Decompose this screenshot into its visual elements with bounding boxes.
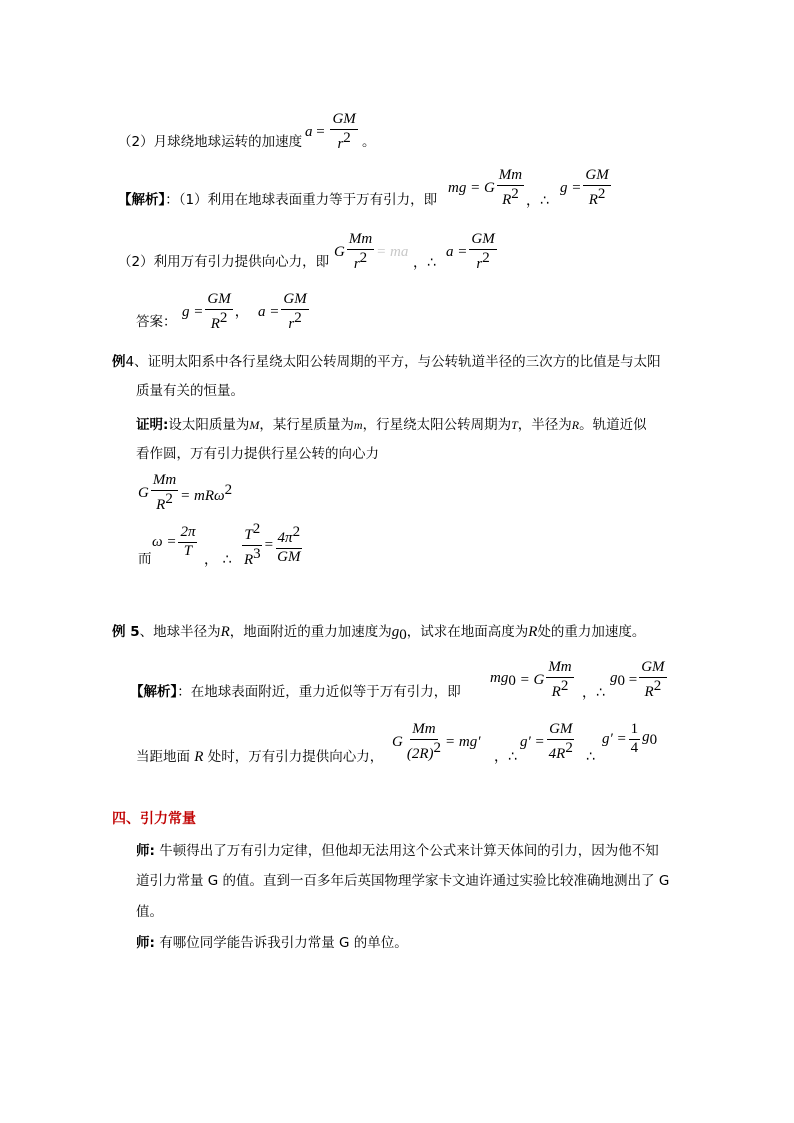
example4-line1: 例4、证明太阳系中各行星绕太阳公转周期的平方，与公转轨道半径的三次方的比值是与太阳 bbox=[112, 354, 661, 370]
eq-rhs: = mg′ bbox=[445, 733, 481, 750]
fraction-numerator: Mm bbox=[151, 473, 178, 491]
fraction-denominator: r bbox=[337, 135, 344, 152]
fraction-numerator: Mm bbox=[410, 722, 437, 740]
example5-eq2: $g_0$ = $\frac{GM}{R^2}$ bbox=[610, 659, 665, 700]
fraction-numerator: 4π bbox=[277, 530, 293, 546]
example4-equation: G $\frac{Mm}{R^2}$ = mRω$^2$ bbox=[138, 472, 233, 513]
fraction-denominator: R bbox=[244, 551, 254, 568]
eq-lhs: a = bbox=[446, 243, 468, 260]
fraction-denominator: r bbox=[353, 255, 360, 272]
item2-text: （2）月球绕地球运转的加速度 bbox=[118, 134, 303, 150]
teacher1-line3: 值。 bbox=[136, 904, 163, 920]
fraction-numerator: GM bbox=[281, 292, 308, 310]
analysis1-line2: （2）利用万有引力提供向心力，即 bbox=[118, 254, 330, 270]
fraction-denominator: R bbox=[210, 315, 220, 332]
teacher1-line2: 道引力常量 G 的值。直到一百多年后英国物理学家卡文迪许通过实验比较准确地测出了 G bbox=[136, 873, 670, 889]
fraction-denominator: GM bbox=[277, 548, 301, 565]
therefore-3: ， ∴ bbox=[204, 552, 232, 568]
fraction-numerator: T bbox=[244, 527, 253, 543]
fraction-numerator: Mm bbox=[497, 168, 524, 186]
example5-eq5: g′ = $\frac{1}{4}$ $g_0$ bbox=[602, 721, 658, 756]
therefore-2: ，∴ bbox=[413, 255, 436, 271]
answer-label: 答案： bbox=[136, 314, 177, 330]
fraction-denominator: R bbox=[551, 683, 561, 700]
fraction-denominator: R bbox=[588, 191, 598, 208]
analysis1-eq1: mg = G Mm $R^2$ bbox=[448, 167, 523, 208]
example5-eq3: G $\frac{Mm}{(2R)^2}$ = mg′ bbox=[392, 721, 481, 762]
eq-lhs: G bbox=[334, 243, 345, 260]
eq-lhs: a = bbox=[258, 303, 280, 320]
analysis-tag: 【解析】 bbox=[130, 684, 178, 700]
fraction-denominator: r bbox=[288, 315, 295, 332]
fraction-denominator: r bbox=[476, 255, 483, 272]
formula-lhs: a bbox=[305, 123, 313, 140]
example5-line1: 例 5、地球半径为R，地面附近的重力加速度为$g_0$，试求在地面高度为R处的重力加速度。 bbox=[112, 624, 646, 643]
item2-formula: a = $\frac{GM}{r^2}$ bbox=[305, 111, 356, 152]
example5-eq1: $mg_0$ = G Mm $R^2$ bbox=[490, 659, 572, 700]
example5-line2: 当距地面 R 处时，万有引力提供向心力， bbox=[136, 749, 384, 765]
fraction-denominator: R bbox=[156, 496, 166, 513]
example4-proof-line2: 看作圆，万有引力提供行星公转的向心力 bbox=[136, 446, 379, 462]
fraction-denominator: R bbox=[644, 683, 654, 700]
example-label: 例 bbox=[112, 354, 126, 370]
therefore-4: ，∴ bbox=[582, 685, 605, 701]
section-title: 四、引力常量 bbox=[112, 811, 196, 827]
analysis1-line1 bbox=[118, 194, 437, 208]
omega-equation: ω = $\frac{2\pi}{T}$ bbox=[152, 524, 196, 559]
fraction-denominator: T bbox=[183, 542, 193, 559]
fraction-numerator: Mm bbox=[347, 232, 374, 250]
analysis1-eq2: g = $\frac{GM}{R^2}$ bbox=[560, 167, 609, 208]
fraction-numerator: GM bbox=[583, 168, 610, 186]
eq-rhs: = ma bbox=[376, 243, 409, 260]
analysis1-eq4: a = $\frac{GM}{r^2}$ bbox=[446, 231, 495, 272]
example5-analysis-line bbox=[130, 686, 461, 700]
example4-er: 而 bbox=[138, 551, 152, 567]
therefore-5: ，∴ bbox=[494, 749, 517, 765]
example4-line2: 质量有关的恒量。 bbox=[136, 383, 244, 399]
teacher1-line1: 师: 牛顿得出了万有引力定律，但他却无法用这个公式来计算天体间的引力，因为他不知 bbox=[136, 843, 659, 859]
therefore-1: ，∴ bbox=[526, 193, 549, 209]
item2-end: 。 bbox=[362, 134, 376, 150]
analysis-text: ：在地球表面附近，重力近似等于万有引力，即 bbox=[177, 684, 461, 700]
eq-lhs: g = bbox=[182, 303, 204, 320]
analysis-text: ：（1）利用在地球表面重力等于万有引力，即 bbox=[165, 192, 438, 208]
eq-lhs: mg = G bbox=[448, 179, 495, 196]
example-label: 例 5 bbox=[112, 624, 140, 640]
fraction-numerator: GM bbox=[639, 660, 666, 678]
example4-proof-line1: 证明:设太阳质量为M，某行星质量为m，行星绕太阳公转周期为T，半径为R。轨道近似 bbox=[136, 417, 647, 433]
therefore-6: ∴ bbox=[586, 749, 595, 765]
fraction-numerator: 2π bbox=[178, 525, 197, 543]
speaker-label: 师: bbox=[136, 843, 155, 859]
eq-lhs: g = bbox=[560, 179, 582, 196]
fraction-numerator: GM bbox=[547, 722, 574, 740]
eq-rhs: = mRω bbox=[180, 487, 225, 504]
fraction-numerator: GM bbox=[205, 292, 232, 310]
fraction-numerator: GM bbox=[330, 112, 357, 130]
example5-eq4: g′ = $\frac{GM}{4R^2}$ bbox=[520, 721, 573, 762]
proof-label: 证明: bbox=[136, 417, 169, 433]
analysis-tag: 【解析】 bbox=[118, 192, 166, 208]
fraction-denominator: 4R bbox=[548, 745, 566, 762]
fraction-denominator: R bbox=[502, 191, 512, 208]
kepler-result: $\frac{T^2}{R^3}$ = $\frac{4\pi^2}{GM}$ bbox=[244, 521, 301, 568]
fraction-numerator: GM bbox=[469, 232, 496, 250]
fraction-denominator: (2R) bbox=[406, 745, 434, 762]
fraction-numerator: Mm bbox=[546, 660, 573, 678]
answer-eq1: g = $\frac{GM}{R^2}$ ， bbox=[182, 291, 249, 332]
teacher2-line: 师: 有哪位同学能告诉我引力常量 G 的单位。 bbox=[136, 935, 408, 951]
analysis1-eq3: G $\frac{Mm}{r^2}$ = ma bbox=[334, 231, 409, 272]
fraction-denominator: 4 bbox=[630, 739, 639, 756]
answer-eq2: a = $\frac{GM}{r^2}$ bbox=[258, 291, 307, 332]
example-text: 、证明太阳系中各行星绕太阳公转周期的平方，与公转轨道半径的三次方的比值是与太阳 bbox=[134, 354, 661, 370]
fraction-numerator: 1 bbox=[629, 722, 641, 740]
speaker-label: 师: bbox=[136, 935, 155, 951]
